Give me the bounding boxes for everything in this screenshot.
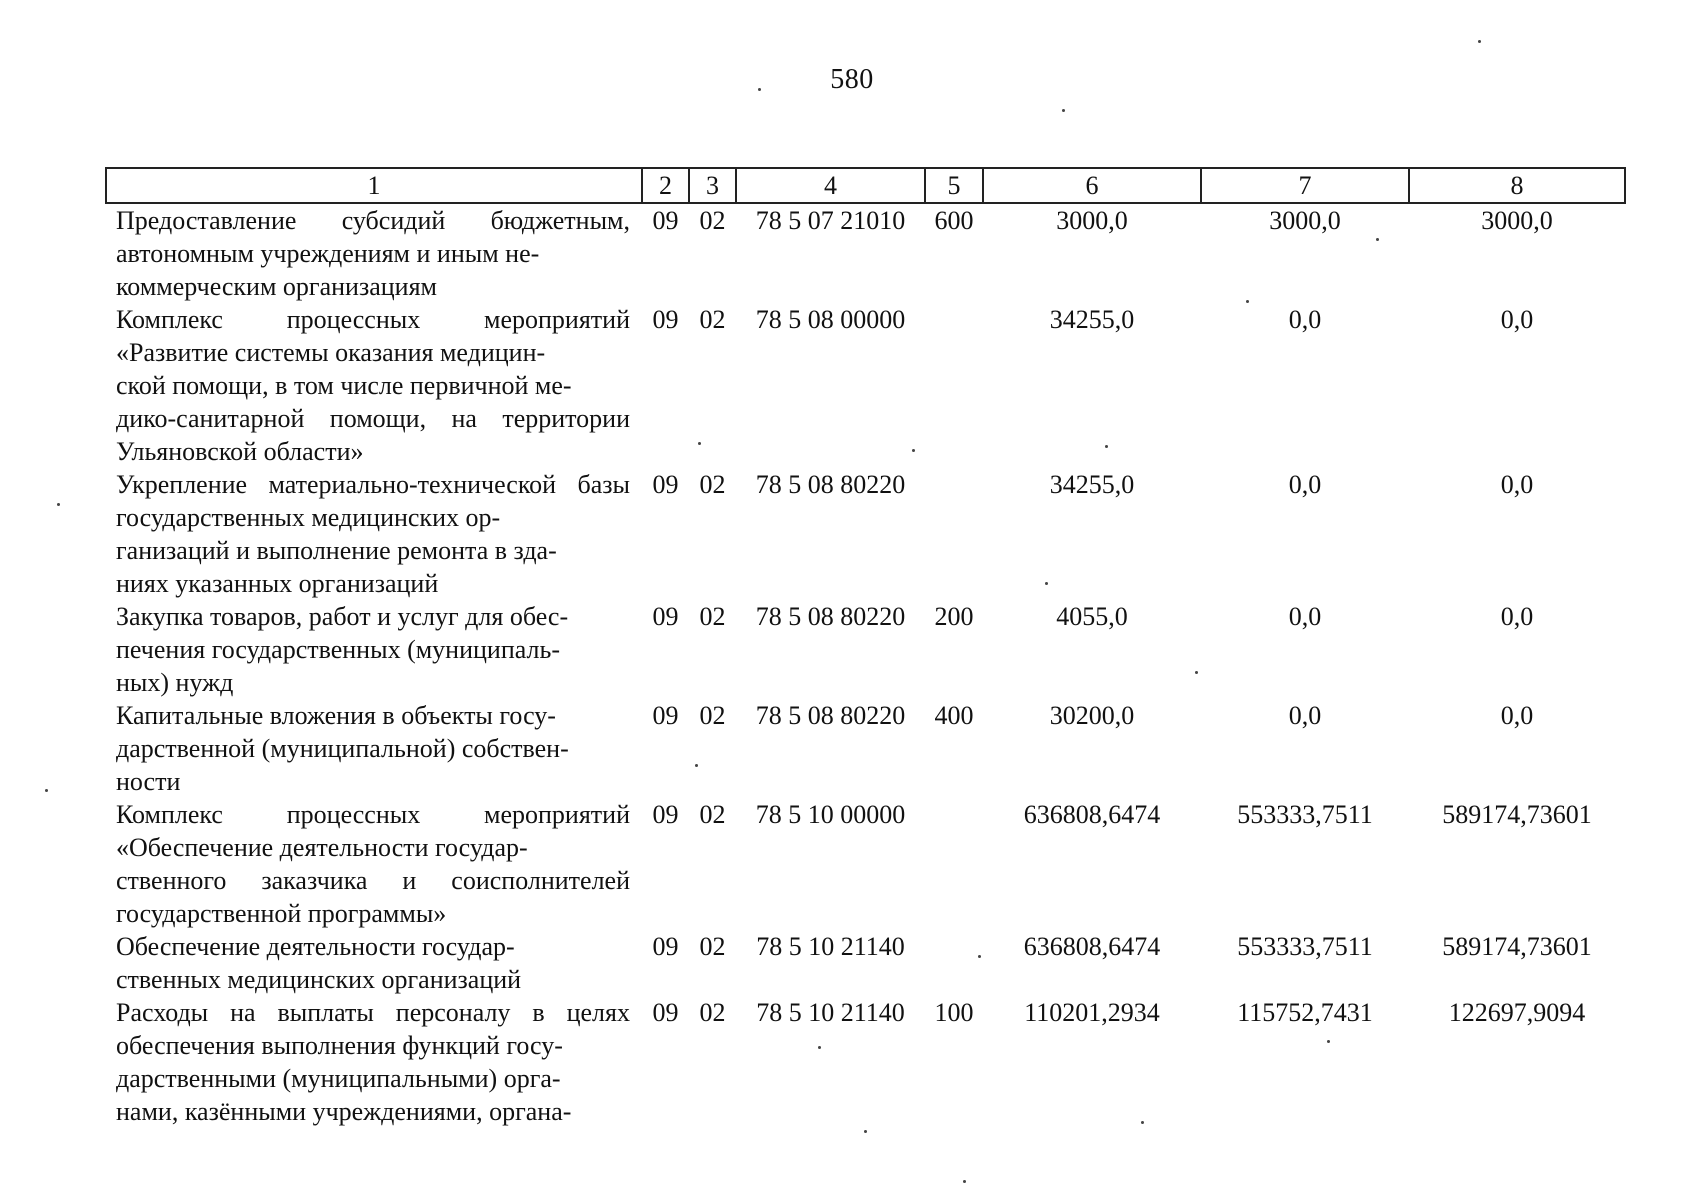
row-value-col7: 553333,7511 [1237, 932, 1373, 961]
row-name: Обеспечение деятельности государ- ственных медицинских организаций [116, 932, 522, 994]
header-cell-5: 5 [925, 168, 983, 203]
row-value-col8: 589174,73601 [1442, 932, 1592, 961]
row-target-code: 78 5 10 21140 [756, 932, 905, 961]
row-value-col7: 553333,7511 [1237, 800, 1373, 829]
row-name: Предоставление субсидий бюджетным, автономным учреждениям и иным не- коммерческим организациям [116, 206, 630, 301]
row-name: Комплекс процессных мероприятий «Обеспечение деятельности государ- ственного заказчика и соисполнителей государственной программы» [116, 800, 630, 928]
scan-speck [1062, 109, 1065, 112]
row-subsection: 02 [699, 998, 726, 1027]
row-section: 09 [652, 932, 679, 961]
row-value-col8: 0,0 [1500, 701, 1534, 730]
row-subsection: 02 [699, 602, 726, 631]
scan-speck [1045, 582, 1048, 585]
row-target-code: 78 5 10 21140 [756, 998, 905, 1027]
scan-speck [1141, 1121, 1144, 1124]
table-row [106, 930, 1625, 996]
header-cell-1: 1 [106, 168, 642, 203]
row-expense-type: 600 [934, 206, 974, 235]
scan-speck [978, 955, 981, 958]
row-target-code: 78 5 08 80220 [755, 701, 906, 730]
scan-speck [57, 503, 60, 506]
row-value-col6: 4055,0 [1056, 602, 1128, 631]
scan-speck [698, 442, 701, 445]
row-target-code: 78 5 08 80220 [755, 602, 906, 631]
row-value-col7: 0,0 [1288, 470, 1322, 499]
row-section: 09 [652, 998, 679, 1027]
header-cell-4: 4 [736, 168, 925, 203]
scan-speck [818, 1046, 821, 1049]
row-value-col6: 30200,0 [1049, 701, 1135, 730]
row-value-col8: 0,0 [1500, 470, 1534, 499]
row-subsection: 02 [699, 470, 726, 499]
header-cell-3: 3 [689, 168, 736, 203]
row-expense-type: 100 [934, 998, 974, 1027]
table-row [106, 600, 1625, 699]
scan-speck [758, 88, 761, 91]
row-name: Укрепление материально-технической базы государственных медицинских ор- ганизаций и выполнение ремонта в зда- ниях указанных организаций [116, 470, 630, 598]
table-row [106, 468, 1625, 600]
row-expense-type [925, 798, 983, 930]
row-name: Комплекс процессных мероприятий «Развитие системы оказания медицин- ской помощи, в том числе первичной ме- дико-санитарной помощи, на территории Ульяновской области» [116, 305, 630, 466]
row-subsection: 02 [699, 305, 726, 334]
header-cell-2: 2 [642, 168, 689, 203]
header-row [106, 168, 1625, 203]
row-value-col8: 0,0 [1500, 305, 1534, 334]
row-name: Капитальные вложения в объекты госу- дарственной (муниципальной) собствен- ности [116, 701, 569, 796]
row-subsection: 02 [699, 932, 726, 961]
row-expense-type: 400 [934, 701, 974, 730]
row-value-col8: 0,0 [1500, 602, 1534, 631]
table-row [106, 203, 1625, 303]
row-target-code: 78 5 08 80220 [755, 470, 906, 499]
table-row [106, 798, 1625, 930]
row-target-code: 78 5 07 21010 [755, 206, 906, 235]
scan-speck [1376, 238, 1379, 241]
row-section: 09 [652, 701, 679, 730]
row-target-code: 78 5 10 00000 [755, 800, 906, 829]
row-value-col8: 589174,73601 [1442, 800, 1592, 829]
row-expense-type [925, 930, 983, 996]
table-body [106, 203, 1625, 1128]
row-value-col6: 110201,2934 [1024, 998, 1160, 1027]
scan-speck [963, 1180, 966, 1183]
table-row [106, 303, 1625, 468]
row-subsection: 02 [699, 800, 726, 829]
table-row [106, 996, 1625, 1128]
scan-speck [1195, 671, 1198, 674]
row-value-col6: 636808,6474 [1023, 932, 1161, 961]
row-subsection: 02 [699, 701, 726, 730]
scan-speck [1327, 1040, 1330, 1043]
row-section: 09 [652, 206, 679, 235]
row-value-col6: 3000,0 [1056, 206, 1128, 235]
table-header [106, 168, 1625, 203]
row-subsection: 02 [699, 206, 726, 235]
row-value-col8: 122697,9094 [1448, 998, 1586, 1027]
header-cell-6: 6 [983, 168, 1201, 203]
scan-speck [1105, 445, 1108, 448]
row-value-col6: 34255,0 [1049, 305, 1135, 334]
row-value-col7: 0,0 [1288, 602, 1322, 631]
row-target-code: 78 5 08 00000 [755, 305, 906, 334]
row-value-col8: 3000,0 [1481, 206, 1553, 235]
row-value-col6: 34255,0 [1049, 470, 1135, 499]
row-expense-type [925, 303, 983, 468]
row-value-col7: 3000,0 [1269, 206, 1341, 235]
row-name: Расходы на выплаты персоналу в целях обеспечения выполнения функций госу- дарственными (муниципальными) орга- нами, казёнными учреждениями, органа- [116, 998, 630, 1126]
budget-table [105, 167, 1626, 1128]
scan-speck [695, 764, 698, 767]
scan-speck [912, 449, 915, 452]
row-value-col7: 0,0 [1288, 701, 1322, 730]
row-value-col6: 636808,6474 [1023, 800, 1161, 829]
scan-speck [1478, 40, 1481, 43]
row-section: 09 [652, 470, 679, 499]
scan-speck [45, 789, 48, 792]
scan-speck [1246, 300, 1249, 303]
header-cell-7: 7 [1201, 168, 1409, 203]
row-expense-type: 200 [934, 602, 974, 631]
row-section: 09 [652, 602, 679, 631]
row-value-col7: 115752,7431 [1237, 998, 1373, 1027]
table-row [106, 699, 1625, 798]
row-value-col7: 0,0 [1288, 305, 1322, 334]
header-cell-8: 8 [1409, 168, 1625, 203]
row-expense-type [925, 468, 983, 600]
row-name: Закупка товаров, работ и услуг для обес- печения государственных (муниципаль- ных) нужд [116, 602, 569, 697]
scan-speck [864, 1130, 867, 1133]
row-section: 09 [652, 305, 679, 334]
page-number: 580 [830, 64, 874, 95]
row-section: 09 [652, 800, 679, 829]
